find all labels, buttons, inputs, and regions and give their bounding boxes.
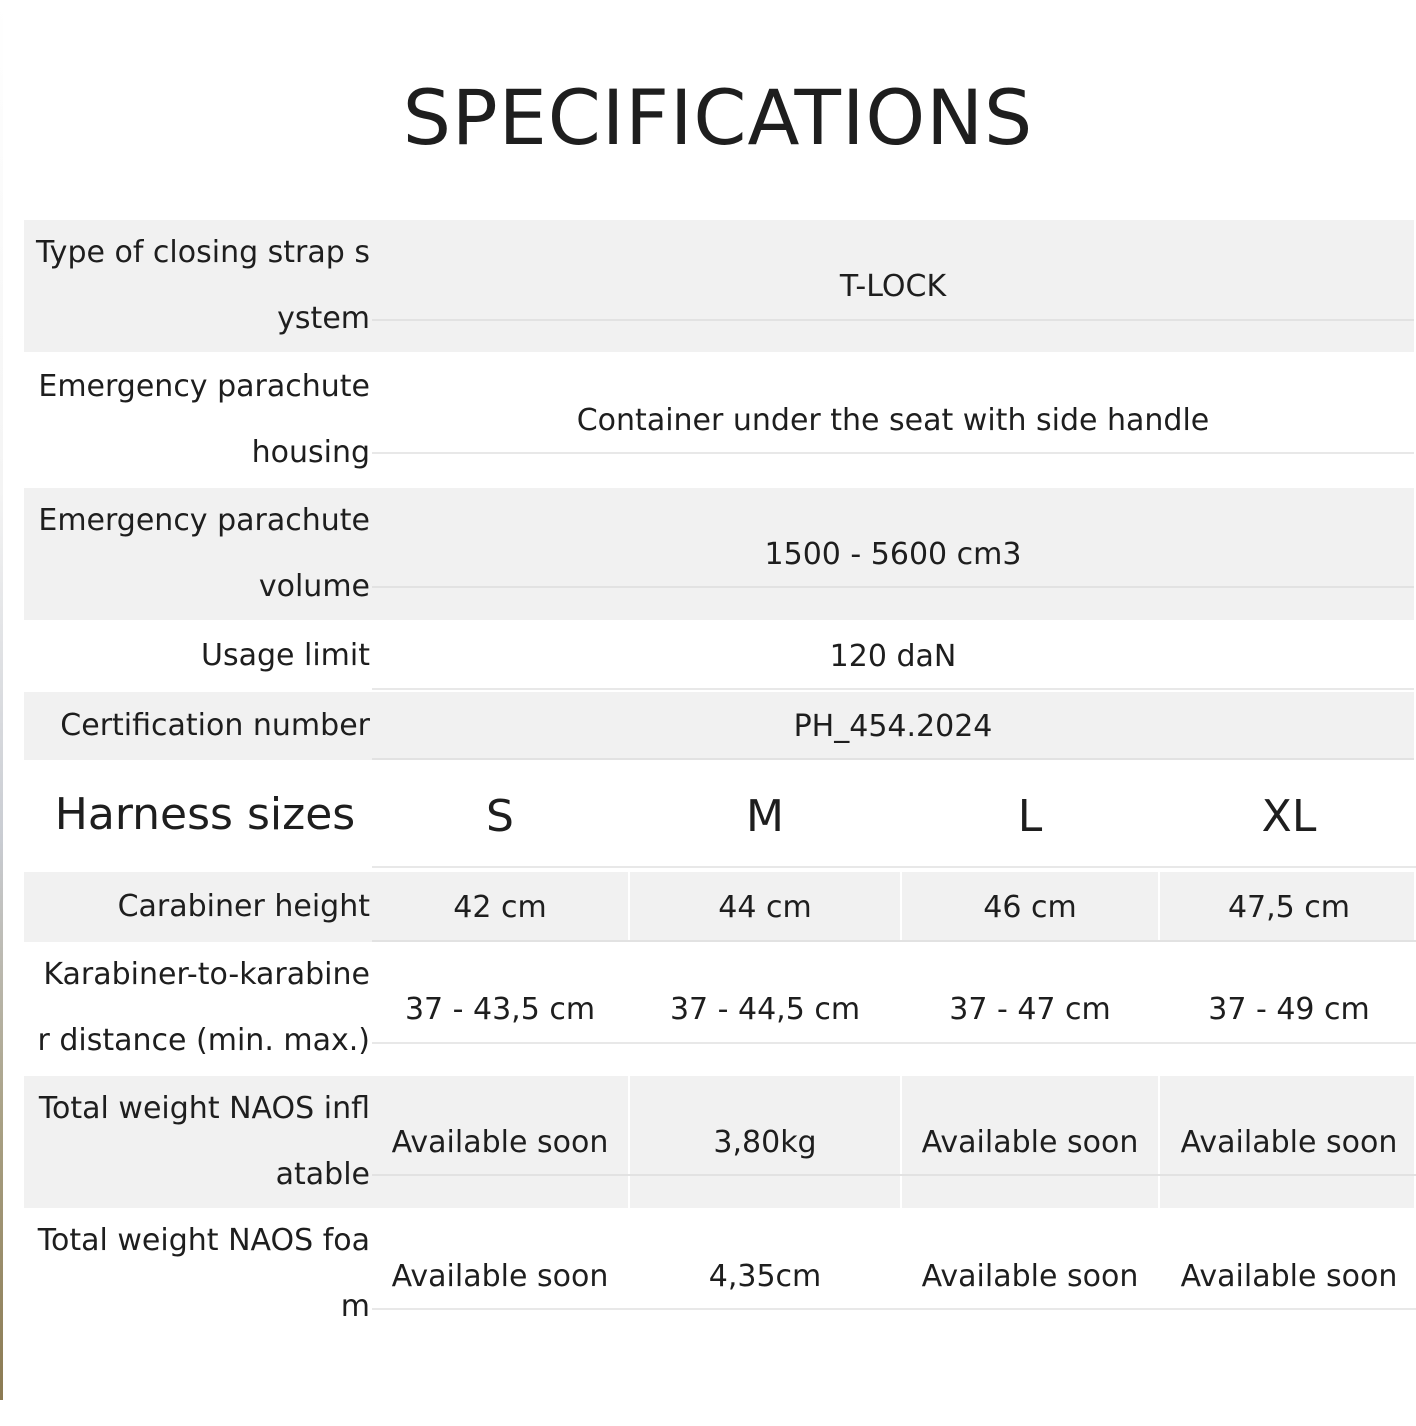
size-spec-label-line1: Total weight NAOS foa (37, 1223, 370, 1258)
spec-label (24, 352, 370, 488)
spec-label-line1: Type of closing strap s (36, 235, 370, 270)
size-value-l: Available soon (900, 1076, 1158, 1208)
size-spec-label-line1: Karabiner-to-karabine (43, 957, 370, 992)
row-divider (372, 1042, 1416, 1044)
size-row-karabiner-distance (24, 942, 1414, 1076)
spec-value: 1500 - 5600 cm3 (764, 536, 1022, 572)
spec-row-parachute-volume (24, 488, 1414, 620)
size-header-xl: XL (1158, 760, 1416, 872)
spec-label (24, 488, 370, 620)
sizes-header-row (24, 760, 1414, 872)
spec-value: Container under the seat with side handle (576, 402, 1210, 438)
spec-label (24, 220, 370, 352)
left-edge-strip (0, 0, 3, 1400)
spec-row-usage-limit (24, 620, 1414, 692)
size-value-s: 42 cm (453, 889, 547, 925)
size-value-l: 46 cm (900, 872, 1158, 942)
size-spec-label: Carabiner height (117, 889, 370, 924)
size-value-m: 44 cm (628, 872, 900, 942)
row-divider (372, 586, 1414, 588)
size-value-s: Available soon (391, 1124, 609, 1160)
row-divider (372, 319, 1414, 321)
spec-value-area (372, 352, 1414, 488)
row-divider (372, 1174, 1416, 1176)
row-divider (372, 688, 1414, 690)
size-spec-label-line2: m (340, 1289, 370, 1324)
size-value-s: Available soon (391, 1258, 609, 1294)
size-value-xl: Available soon (1158, 1076, 1416, 1208)
size-value-xl: 37 - 49 cm (1158, 942, 1416, 1076)
spec-value-area (372, 692, 1414, 760)
size-row-weight-inflatable (24, 1076, 1414, 1208)
size-value-xl: 47,5 cm (1158, 872, 1416, 942)
size-spec-values (372, 1208, 1416, 1344)
size-spec-label-line1: Total weight NAOS infl (38, 1091, 370, 1126)
size-row-carabiner-height (24, 872, 1414, 942)
spec-row-certification (24, 692, 1414, 760)
size-spec-label (24, 942, 370, 1076)
spec-value: 120 daN (829, 638, 957, 674)
spec-value-area (372, 220, 1414, 352)
row-divider (372, 452, 1414, 454)
size-value-xl: Available soon (1158, 1208, 1416, 1344)
size-header-m: M (628, 760, 900, 872)
size-value-m: 37 - 44,5 cm (628, 942, 900, 1076)
size-spec-label (24, 1076, 370, 1208)
size-value-s: 37 - 43,5 cm (404, 991, 596, 1027)
size-spec-values (372, 942, 1416, 1076)
size-value-m: 3,80kg (628, 1076, 900, 1208)
spec-label-line1: Emergency parachute (38, 369, 370, 404)
sizes-header-label: Harness sizes (54, 789, 356, 840)
spec-label: Certification number (60, 708, 370, 743)
size-header-s: S (486, 790, 514, 842)
spec-value: T-LOCK (839, 268, 947, 304)
size-row-weight-foam (24, 1208, 1414, 1344)
size-spec-values (372, 1076, 1416, 1208)
sizes-header-values (372, 760, 1416, 872)
size-value-l: Available soon (900, 1208, 1158, 1344)
page-title: SPECIFICATIONS (402, 73, 1034, 162)
spec-value-area (372, 488, 1414, 620)
size-spec-label-line2: r distance (min. max.) (37, 1023, 370, 1058)
size-value-m: 4,35cm (628, 1208, 900, 1344)
size-spec-values (372, 872, 1416, 942)
size-header-l: L (900, 760, 1158, 872)
row-divider (372, 1308, 1416, 1310)
spec-label-line2: ystem (277, 301, 370, 336)
size-spec-label-line2: atable (275, 1157, 370, 1192)
spec-value-area (372, 620, 1414, 692)
spec-label: Usage limit (201, 638, 370, 673)
spec-value: PH_454.2024 (793, 708, 993, 744)
spec-row-parachute-housing (24, 352, 1414, 488)
spec-label-line2: housing (251, 435, 370, 470)
size-value-l: 37 - 47 cm (900, 942, 1158, 1076)
row-divider (372, 866, 1416, 868)
spec-row-closing-strap (24, 220, 1414, 352)
spec-label-line2: volume (258, 569, 370, 604)
specifications-table (24, 220, 1414, 1344)
spec-label-line1: Emergency parachute (38, 503, 370, 538)
size-spec-label (24, 1208, 370, 1344)
